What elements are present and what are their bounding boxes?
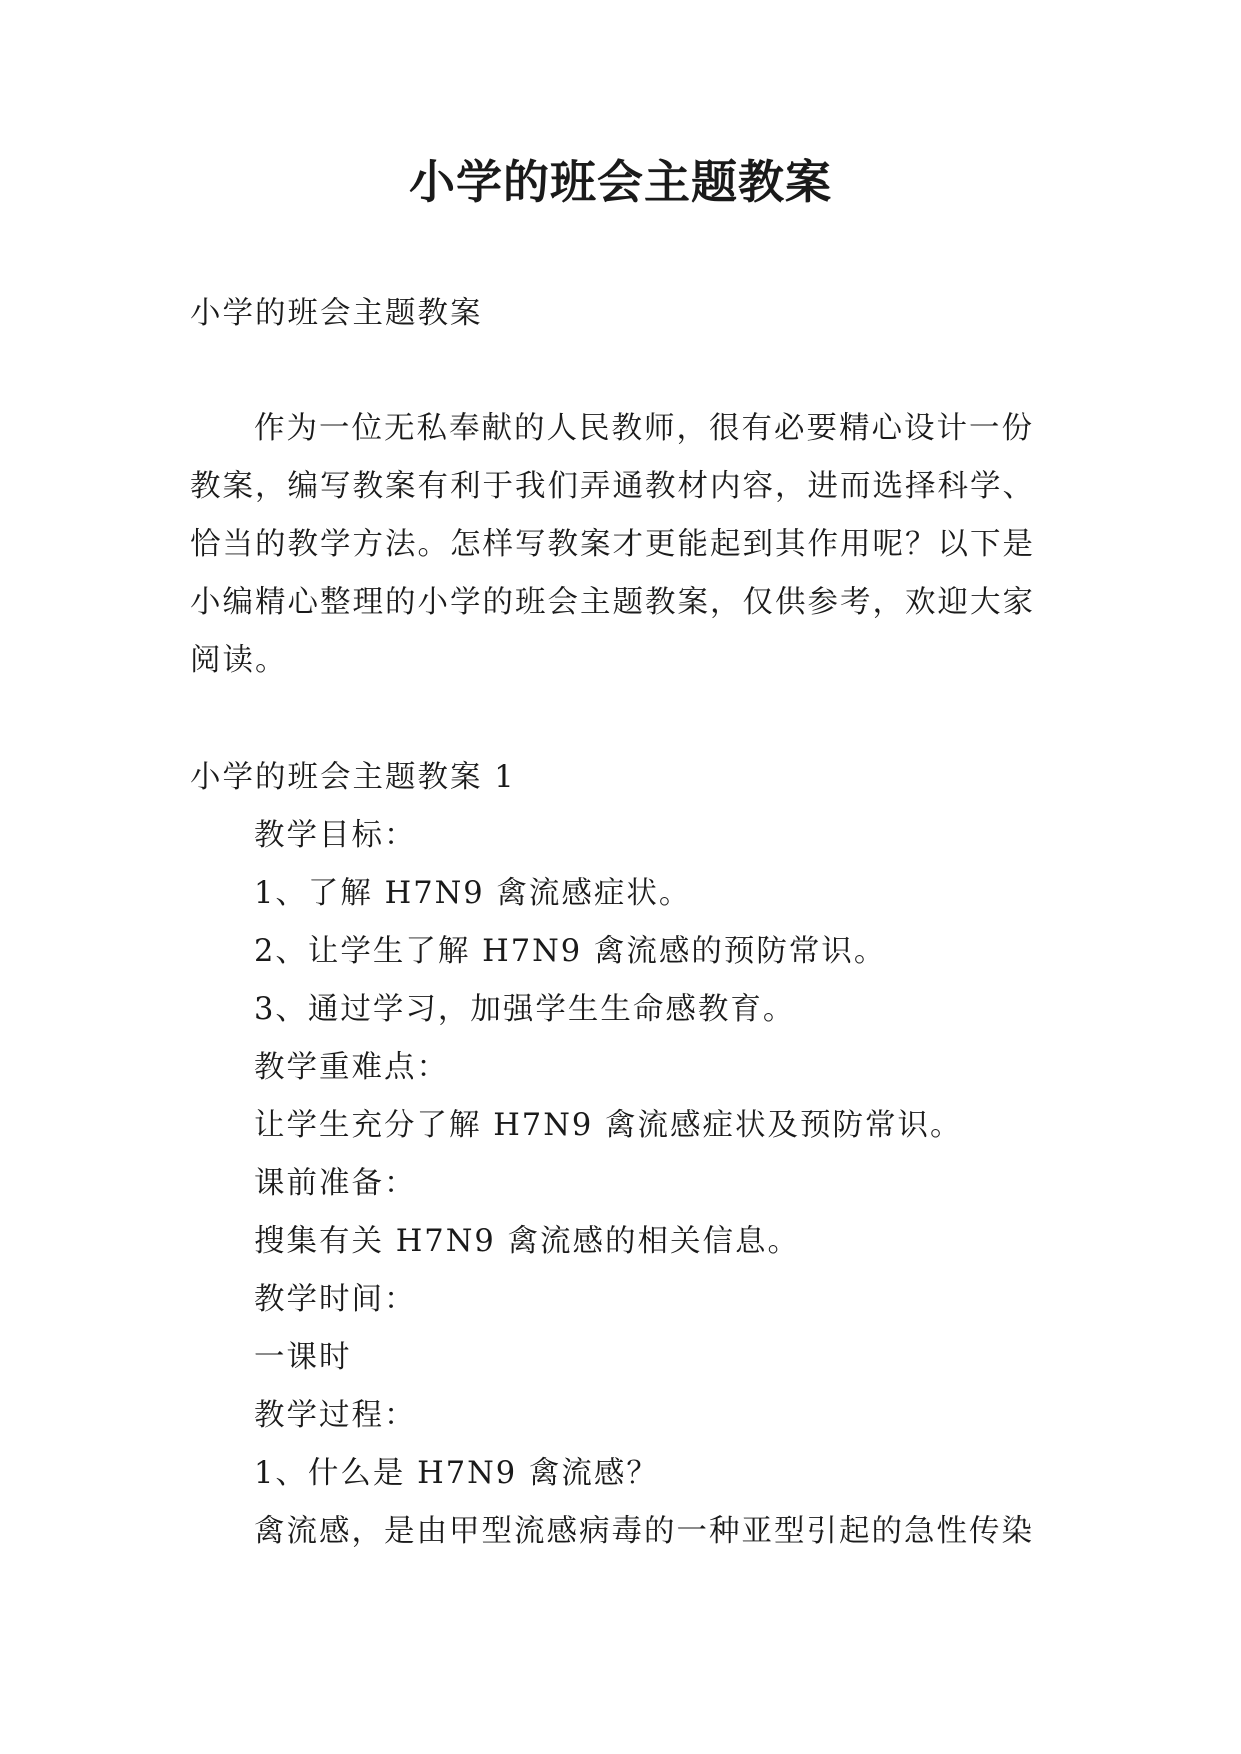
body-line: 教学过程： (254, 1398, 417, 1433)
body-line: 搜集有关 H7N9 禽流感的相关信息。 (254, 1224, 800, 1259)
body-line: 1、了解 H7N9 禽流感症状。 (254, 876, 692, 911)
intro-line: 阅读。 (190, 643, 288, 678)
body-line: 教学时间： (254, 1282, 417, 1317)
body-line: 禽流感，是由甲型流感病毒的一种亚型引起的急性传染 (254, 1514, 1034, 1549)
document-title: 小学的班会主题教案 (409, 155, 832, 209)
body-line: 2、让学生了解 H7N9 禽流感的预防常识。 (254, 934, 887, 969)
body-line: 一课时 (254, 1340, 352, 1375)
body-line: 课前准备： (254, 1166, 417, 1201)
intro-line: 教案，编写教案有利于我们弄通教材内容，进而选择科学、 (190, 469, 1035, 504)
body-line: 教学重难点： (254, 1050, 449, 1085)
body-line: 3、通过学习，加强学生生命感教育。 (254, 992, 796, 1027)
intro-line: 恰当的教学方法。怎样写教案才更能起到其作用呢？以下是 (190, 527, 1035, 562)
document-subtitle: 小学的班会主题教案 (190, 296, 483, 331)
body-line: 1、什么是 H7N9 禽流感？ (254, 1456, 659, 1491)
body-line: 教学目标： (254, 818, 417, 853)
body-line: 让学生充分了解 H7N9 禽流感症状及预防常识。 (254, 1108, 963, 1143)
intro-line: 作为一位无私奉献的人民教师，很有必要精心设计一份 (254, 411, 1034, 446)
section-heading: 小学的班会主题教案 1 (190, 760, 516, 795)
intro-line: 小编精心整理的小学的班会主题教案，仅供参考，欢迎大家 (190, 585, 1035, 620)
